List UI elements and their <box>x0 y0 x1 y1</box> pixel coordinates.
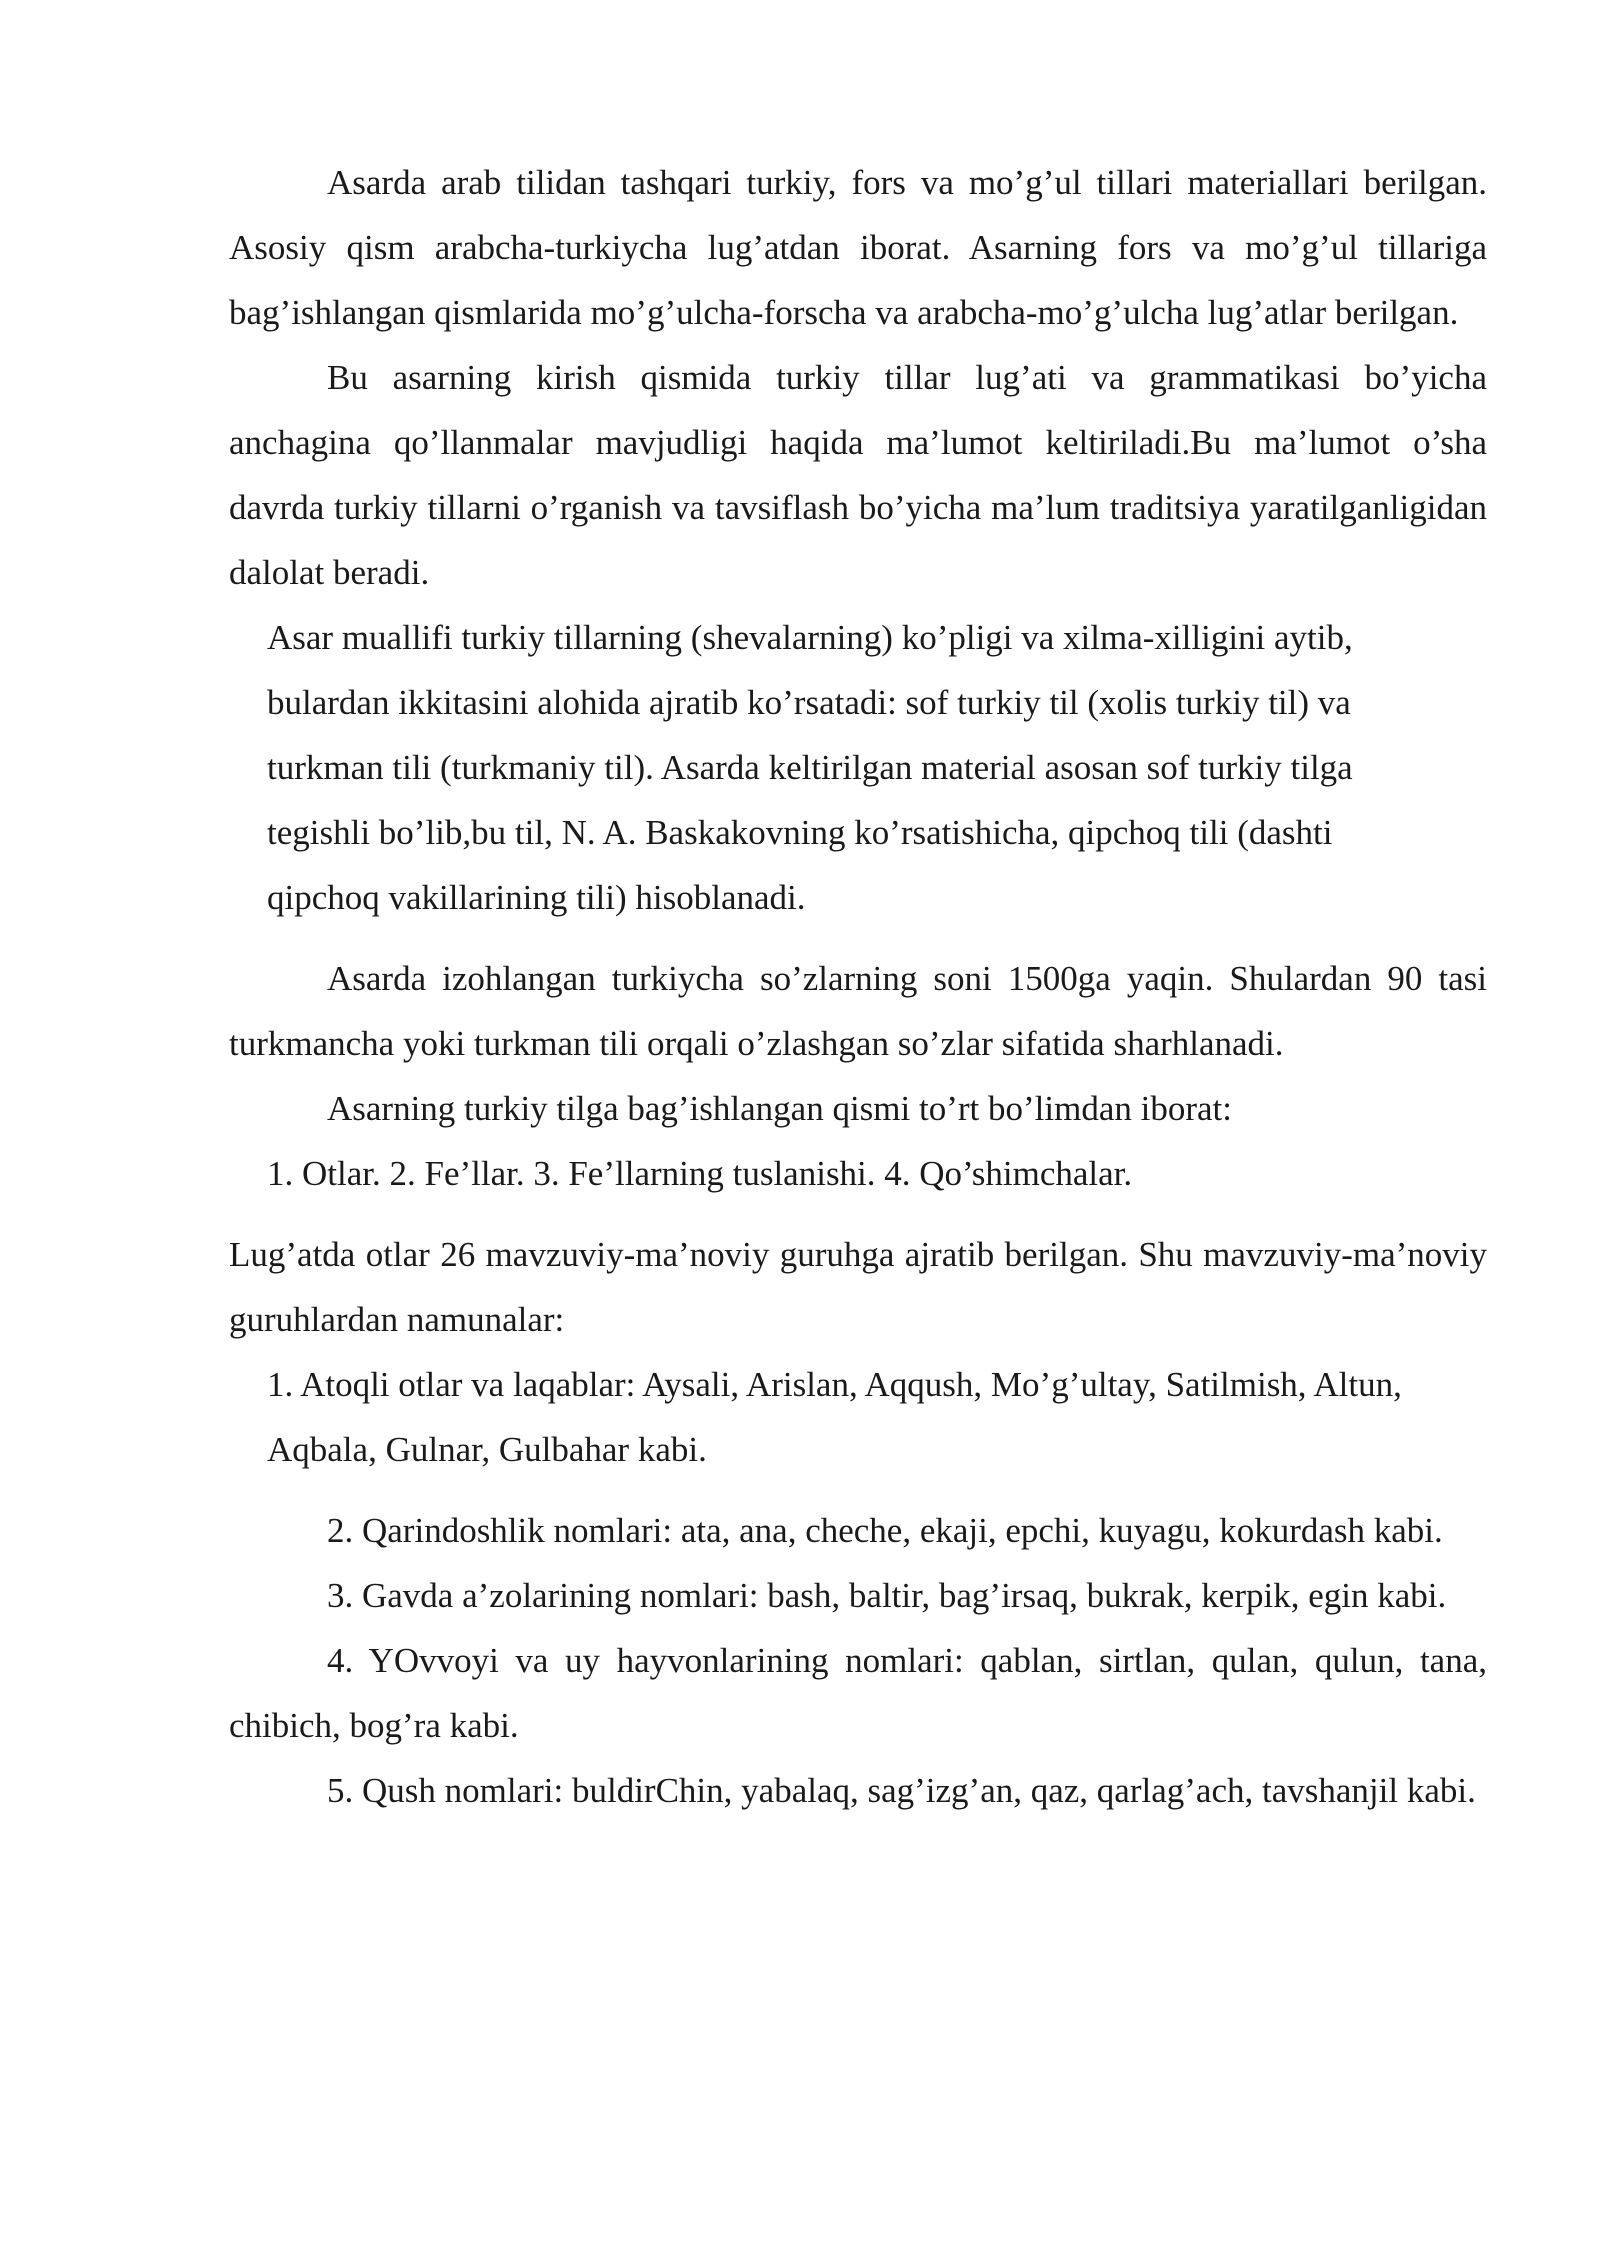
list-item-animals: 4. YOvvoyi va uy hayvonlarining nomlari: qablan, sirtlan, qulan, qulun, tana, chibich, bog’ra kabi. <box>229 1641 1487 1745</box>
paragraph-sections-list: 1. Otlar. 2. Fe’llar. 3. Fe’llarning tuslanishi. 4. Qo’shimchalar. <box>267 1154 1133 1193</box>
paragraph-intro-materials: Asarda arab tilidan tashqari turkiy, fors va mo’g’ul tillari materiallari berilgan. Asosiy qism arabcha-turkiycha lug’atdan iborat. Asarning fors va mo’g’ul tillariga bag’ishlangan qismlarida mo’g’ulcha-forscha va arabcha-mo’g’ulcha lug’atlar berilgan. <box>229 163 1487 332</box>
paragraph-sections-intro: Asarning turkiy tilga bag’ishlangan qismi to’rt bo’limdan iborat: <box>327 1089 1232 1128</box>
paragraph-introduction-part: Bu asarning kirish qismida turkiy tillar lug’ati va grammatikasi bo’yicha anchagina qo’llanmalar mavjudligi haqida ma’lumot keltiriladi.Bu ma’lumot o’sha davrda turkiy tillarni o’rganish va tavsiflash bo’yicha ma’lum traditsiya yaratilganligidan dalolat beradi. <box>229 358 1487 592</box>
document-body <box>229 150 1487 1823</box>
paragraph-author-dialects: Asar muallifi turkiy tillarning (shevalarning) ko’pligi va xilma-xilligini aytib, bulardan ikkitasini alohida ajratib ko’rsatadi: sof turkiy til (xolis turkiy til) va turkman tili (turkmaniy til). Asarda keltirilgan material asosan sof turkiy tilga tegishli bo’lib,bu til, N. A. Baskakovning ko’rsatishicha, qipchoq tili (dashti qipchoq vakillarining tili) hisoblanadi. <box>267 618 1353 917</box>
list-item-body-parts: 3. Gavda a’zolarining nomlari: bash, baltir, bag’irsaq, bukrak, kerpik, egin kabi. <box>327 1576 1447 1615</box>
paragraph-word-count: Asarda izohlangan turkiycha so’zlarning soni 1500ga yaqin. Shulardan 90 tasi turkmancha yoki turkman tili orqali o’zlashgan so’zlar sifatida sharhlanadi. <box>229 959 1487 1063</box>
list-item-birds: 5. Qush nomlari: buldirChin, yabalaq, sag’izg’an, qaz, qarlag’ach, tavshanjil kabi. <box>327 1771 1476 1810</box>
list-item-kinship: 2. Qarindoshlik nomlari: ata, ana, cheche, ekaji, epchi, kuyagu, kokurdash kabi. <box>327 1511 1443 1550</box>
paragraph-noun-groups: Lug’atda otlar 26 mavzuviy-ma’noviy guruhga ajratib berilgan. Shu mavzuviy-ma’noviy guruhlardan namunalar: <box>229 1235 1487 1339</box>
list-item-proper-nouns: 1. Atoqli otlar va laqablar: Aysali, Arislan, Aqqush, Mo’g’ultay, Satilmish, Altun, Aqbala, Gulnar, Gulbahar kabi. <box>267 1365 1402 1469</box>
